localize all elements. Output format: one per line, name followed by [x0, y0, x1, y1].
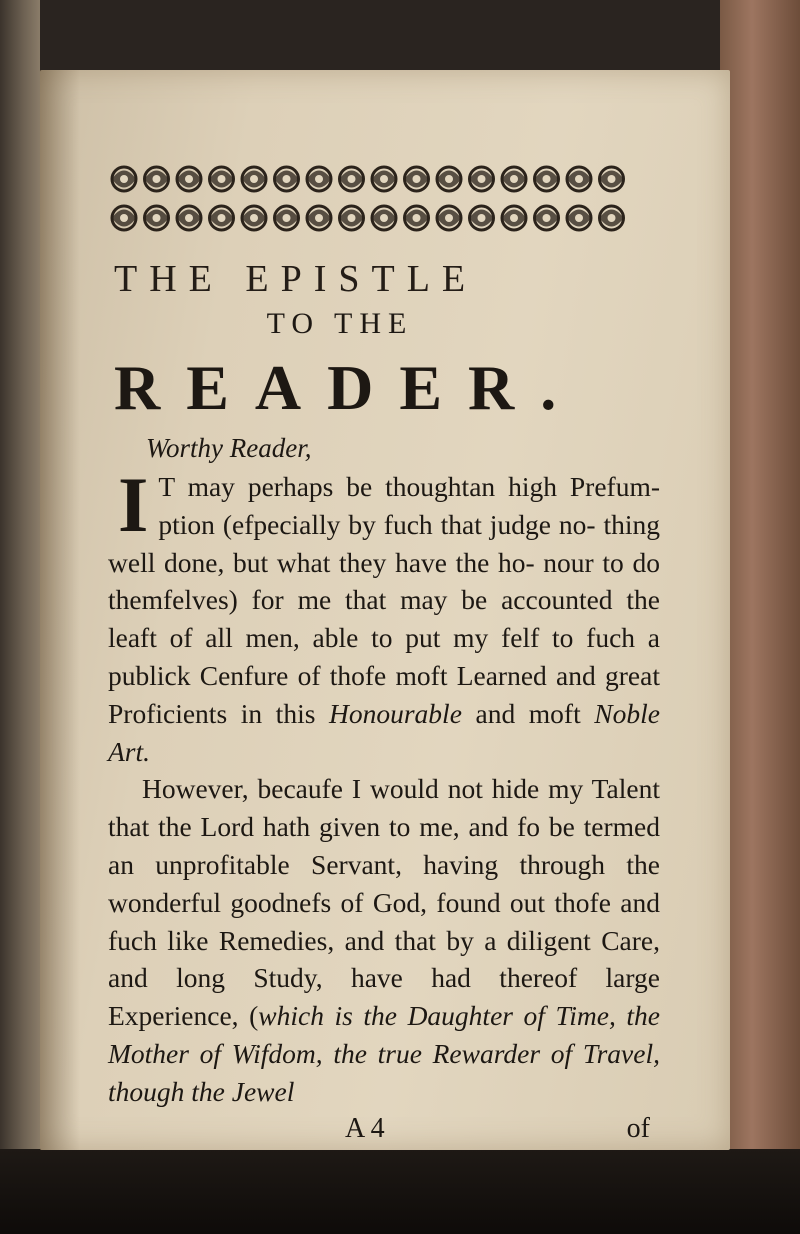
paragraph-2-text: However, becaufe I would not hide my Talent that the Lord hath given to me, and fo be termed an unprofitable Servant, having through the wonderful goodnefs of God, found out thofe and fuch like Remedies, and that by a diligent Care, and long Study, have had thereof large Experience, (: [108, 773, 660, 1032]
page-gutter-shadow: [40, 70, 80, 1150]
paragraph-1-mid: and moft: [461, 697, 595, 729]
title-line-1: THE EPISTLE: [114, 258, 478, 300]
salutation: Worthy Reader,: [146, 433, 312, 463]
dark-background: [0, 1149, 800, 1234]
page-content: [100, 160, 660, 1153]
paragraph-1-text: T may perhaps be thoughtan high Prefum- ption (efpecially by fuch that judge no- thing well done, but what they have the ho- nour to do themfelves) for me that may be accounted the leaft of all men, able to put my felf to fuch a publick Cenfure of thofe moft Learned and great Proficients in this: [108, 471, 660, 729]
epistle-body: [100, 461, 660, 1111]
title-line-2: TO THE: [266, 307, 414, 340]
paragraph-1: [108, 461, 660, 770]
paragraph-1-italic-2: Noble Art.: [108, 697, 660, 767]
page-footer: [100, 1113, 660, 1153]
paragraph-2-italic: which is the Daughter of Time, the Mother of Wifdom, the true Rewarder of Travel, though the Jewel: [108, 1000, 660, 1107]
book-page: [40, 70, 730, 1150]
previous-page-edge: [0, 0, 40, 1234]
catchword: of: [626, 1112, 650, 1144]
signature-mark: A 4: [345, 1112, 385, 1144]
title-line-3: READER.: [114, 352, 583, 423]
paragraph-1-italic: Honourable: [329, 697, 462, 729]
drop-cap: I: [118, 461, 149, 548]
decorative-headpiece-ornament: [108, 160, 628, 238]
book-cover-edge: [720, 0, 800, 1234]
paragraph-2: [108, 770, 660, 1110]
